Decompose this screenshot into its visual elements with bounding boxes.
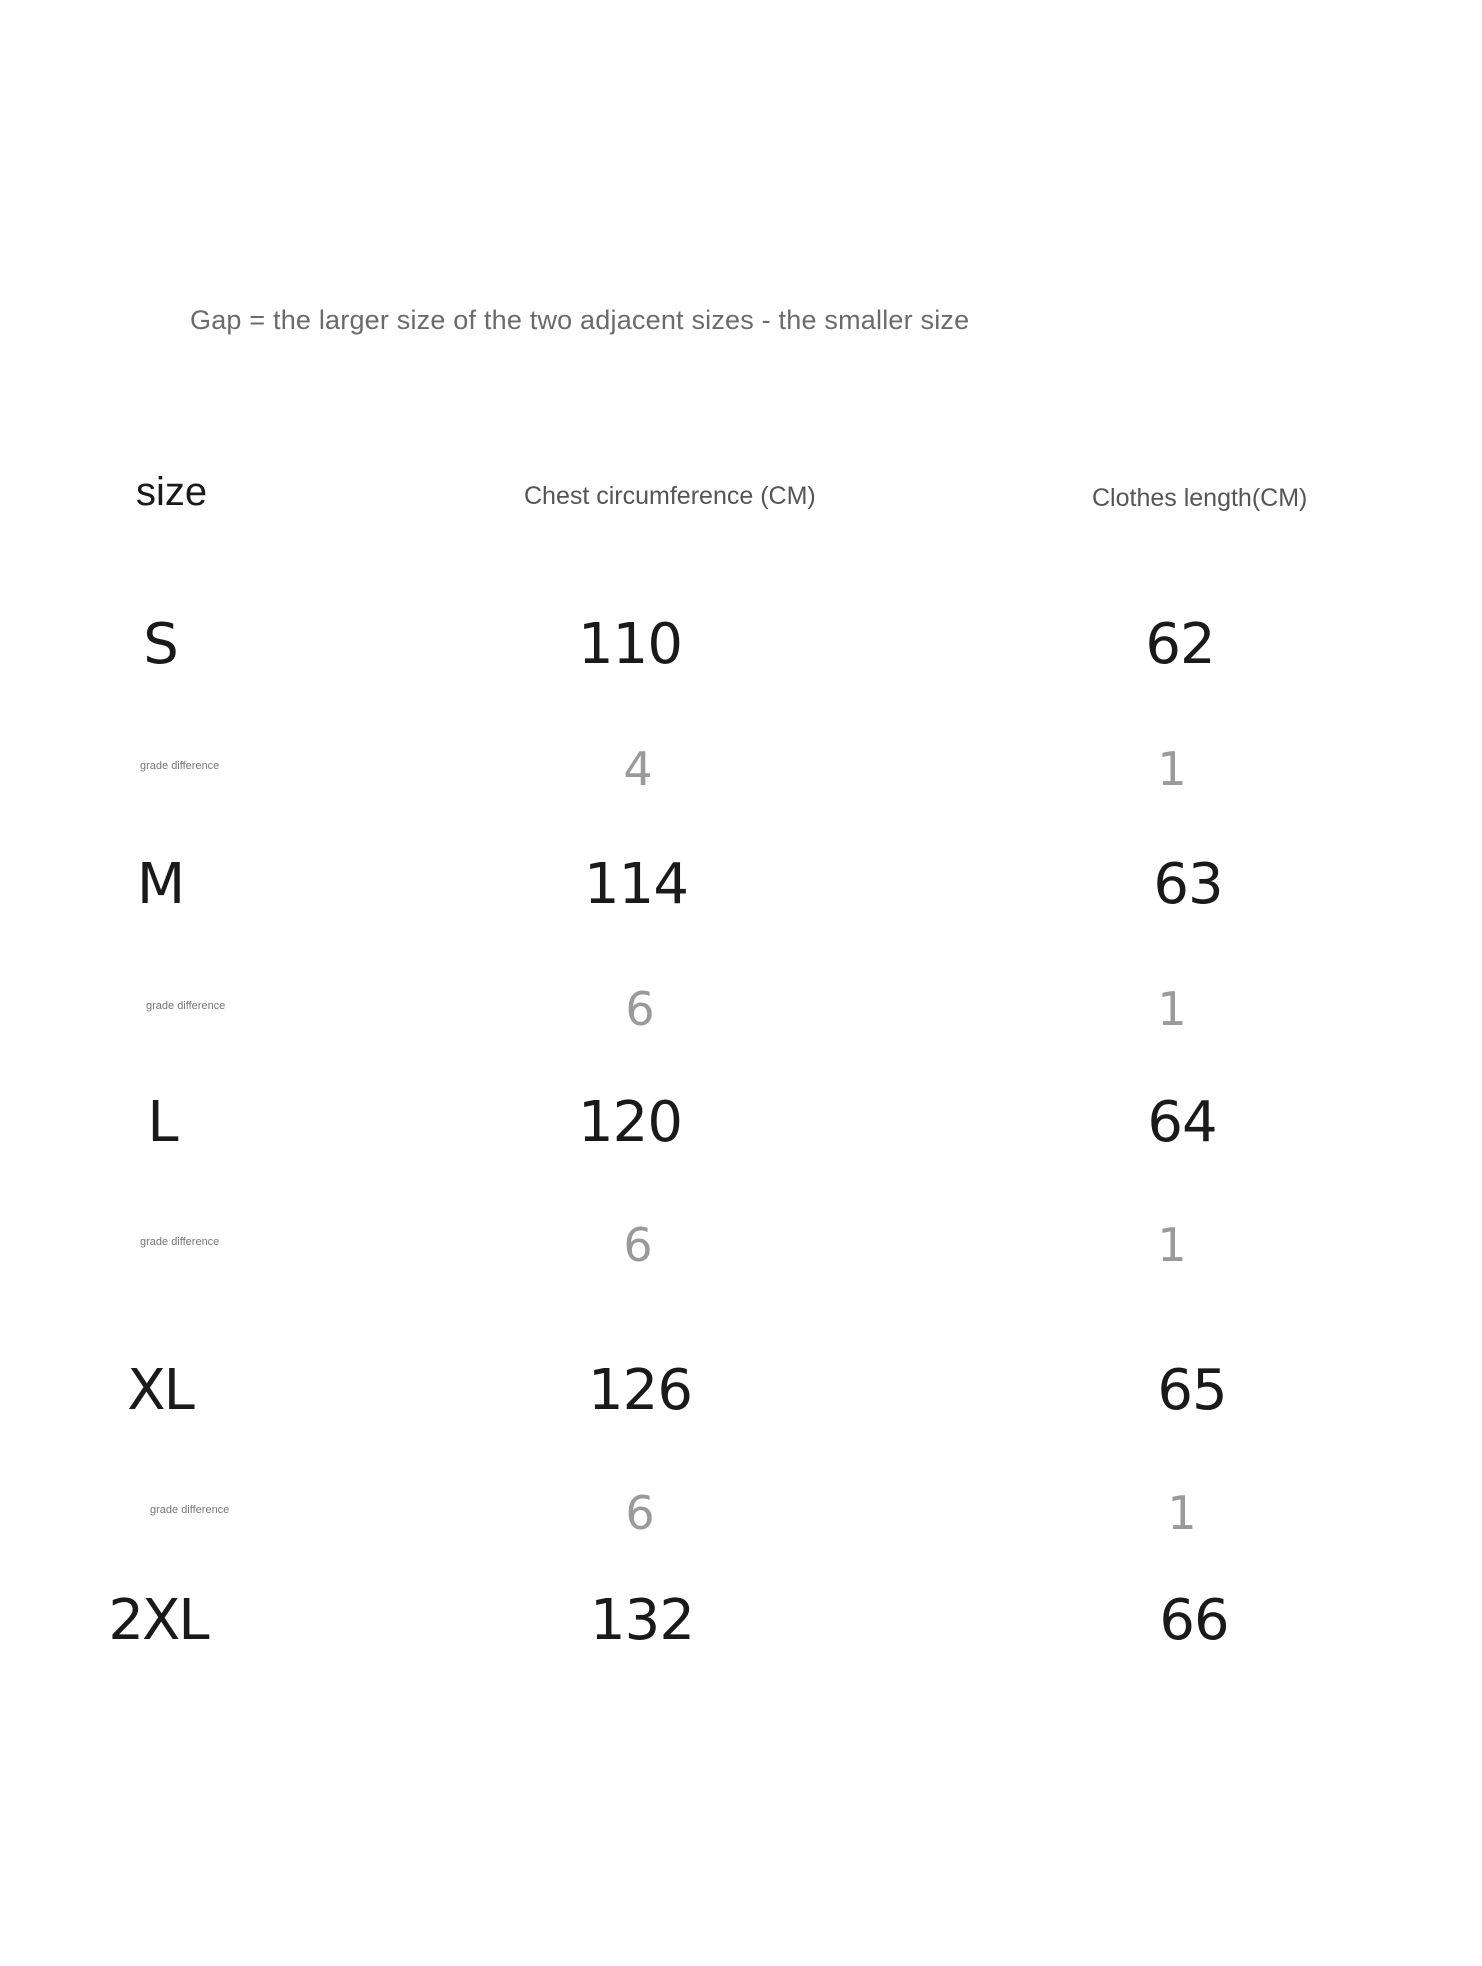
size-label: XL [127, 1358, 193, 1423]
grade-label: grade difference [150, 1504, 230, 1516]
chest-grade-value: 6 [625, 982, 655, 1036]
size-label: L [147, 1090, 177, 1155]
length-grade-value: 1 [1157, 742, 1187, 796]
chest-value: 132 [590, 1588, 694, 1653]
gap-explanation-note: Gap = the larger size of the two adjacent sizes - the smaller size [190, 305, 970, 335]
chest-value: 114 [584, 852, 688, 917]
size-label: M [136, 852, 184, 917]
chest-value: 126 [588, 1358, 692, 1423]
grade-label: grade difference [140, 1236, 220, 1248]
column-header-chest: Chest circumference (CM) [524, 482, 816, 510]
chest-value: 120 [578, 1090, 682, 1155]
size-label: S [143, 612, 177, 677]
length-value: 62 [1145, 612, 1215, 677]
length-grade-value: 1 [1157, 982, 1187, 1036]
grade-label: grade difference [146, 1000, 226, 1012]
length-grade-value: 1 [1167, 1486, 1197, 1540]
column-header-length: Clothes length(CM) [1092, 484, 1308, 512]
length-value: 66 [1159, 1588, 1229, 1653]
grade-label: grade difference [140, 760, 220, 772]
chest-grade-value: 4 [623, 742, 653, 796]
chest-grade-value: 6 [623, 1218, 653, 1272]
length-value: 64 [1147, 1090, 1217, 1155]
chest-value: 110 [578, 612, 682, 677]
length-grade-value: 1 [1157, 1218, 1187, 1272]
column-header-size: size [136, 470, 208, 514]
length-value: 63 [1153, 852, 1223, 917]
chest-grade-value: 6 [625, 1486, 655, 1540]
length-value: 65 [1157, 1358, 1227, 1423]
size-label: 2XL [108, 1588, 208, 1653]
